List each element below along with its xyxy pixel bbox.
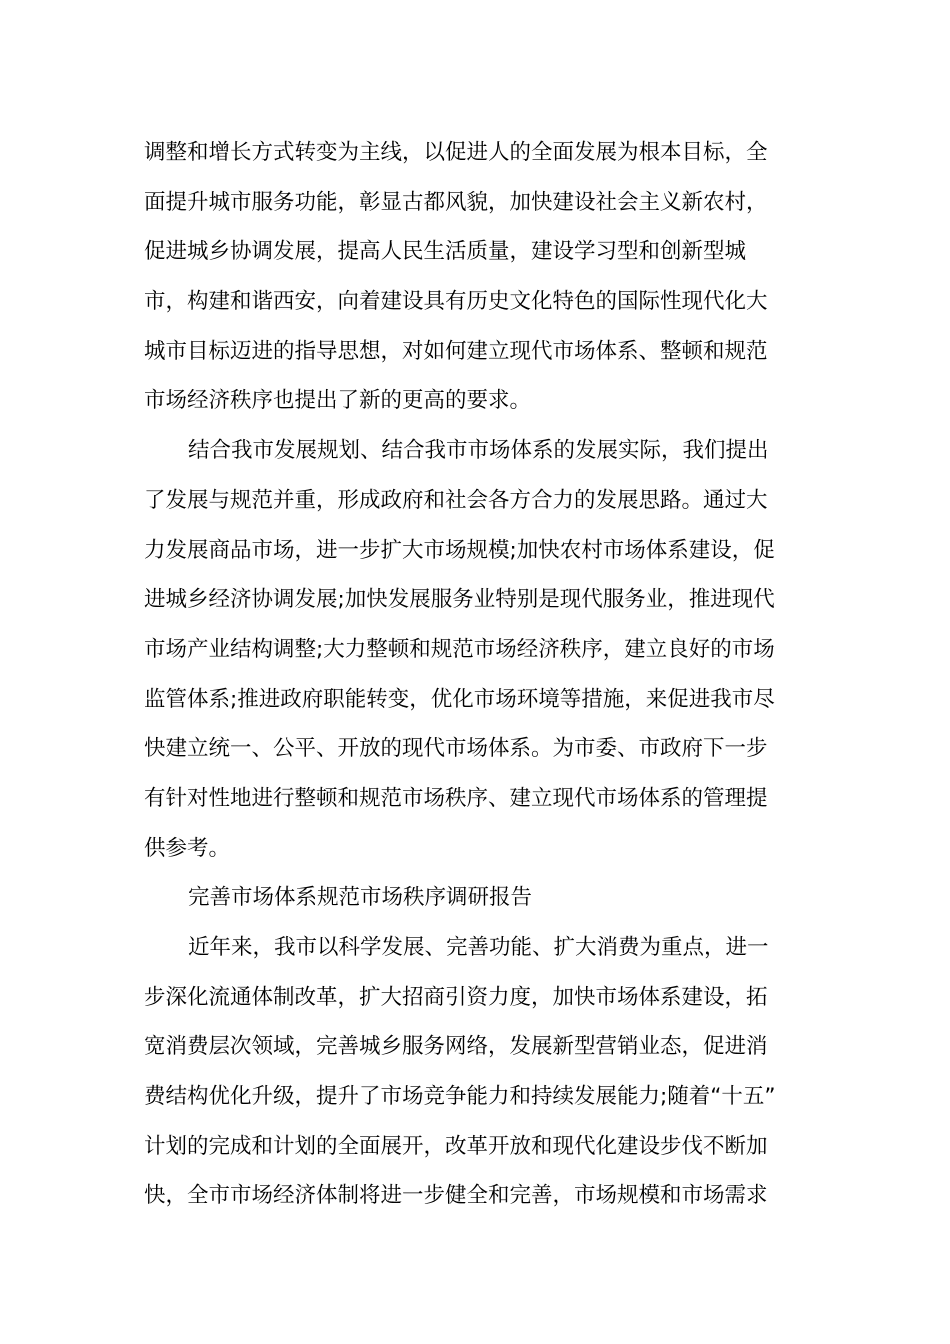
text-line: 完善市场体系规范市场秩序调研报告 bbox=[188, 885, 533, 911]
text-line: 力发展商品市场，进一步扩大市场规模;加快农村市场体系建设，促 bbox=[144, 537, 775, 563]
text-line: 面提升城市服务功能，彰显古都风貌，加快建设社会主义新农村， bbox=[144, 189, 768, 215]
text-line: 城市目标迈进的指导思想，对如何建立现代市场体系、整顿和规范 bbox=[144, 338, 768, 364]
text-line: 调整和增长方式转变为主线，以促进人的全面发展为根本目标，全 bbox=[144, 140, 768, 165]
text-line: 近年来，我市以科学发展、完善功能、扩大消费为重点，进一 bbox=[188, 935, 769, 960]
text-line: 供参考。 bbox=[144, 835, 231, 861]
body-text bbox=[144, 128, 808, 1221]
text-line: 有针对性地进行整顿和规范市场秩序、建立现代市场体系的管理提 bbox=[144, 785, 768, 811]
text-line: 快建立统一、公平、开放的现代市场体系。为市委、市政府下一步 bbox=[144, 736, 768, 762]
text-line: 市场经济秩序也提出了新的更高的要求。 bbox=[144, 388, 532, 414]
text-line: 促进城乡协调发展，提高人民生活质量，建设学习型和创新型城 bbox=[144, 239, 747, 265]
text-line: 监管体系;推进政府职能转变，优化市场环境等措施，来促进我市尽 bbox=[144, 686, 775, 712]
text-line: 进城乡经济协调发展;加快发展服务业特别是现代服务业，推进现代 bbox=[144, 587, 775, 613]
text-line: 宽消费层次领域，完善城乡服务网络，发展新型营销业态，促进消 bbox=[144, 1034, 768, 1060]
text-line: 市，构建和谐西安，向着建设具有历史文化特色的国际性现代化大 bbox=[144, 289, 768, 315]
text-line: 步深化流通体制改革，扩大招商引资力度，加快市场体系建设，拓 bbox=[144, 984, 768, 1010]
text-line: 结合我市发展规划、结合我市市场体系的发展实际，我们提出 bbox=[188, 438, 769, 464]
text-line: 了发展与规范并重，形成政府和社会各方合力的发展思路。通过大 bbox=[144, 487, 768, 513]
text-line: 费结构优化升级，提升了市场竞争能力和持续发展能力;随着“十五” bbox=[144, 1084, 776, 1110]
text-line: 市场产业结构调整;大力整顿和规范市场经济秩序，建立良好的市场 bbox=[144, 636, 775, 662]
text-line: 快，全市市场经济体制将进一步健全和完善，市场规模和市场需求 bbox=[144, 1183, 768, 1209]
text-line: 计划的完成和计划的全面展开，改革开放和现代化建设步伐不断加 bbox=[144, 1133, 768, 1159]
